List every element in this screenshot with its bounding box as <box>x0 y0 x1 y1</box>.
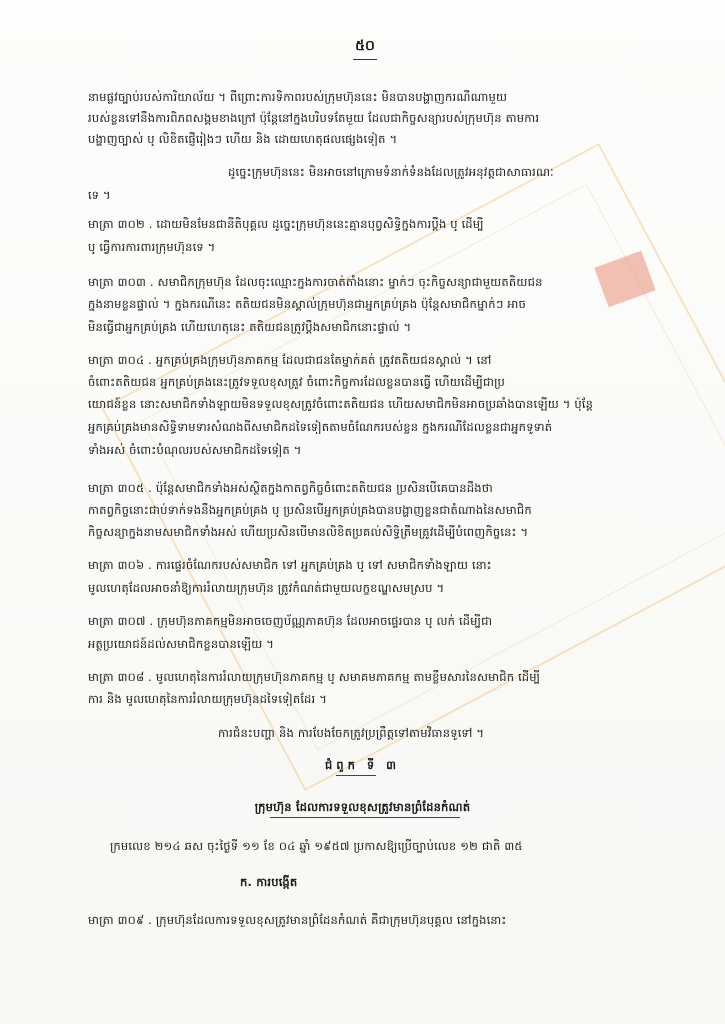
text-line: កាតព្វកិច្ចនោះជាប់ទាក់ទងនឹងអ្នកគ្រប់គ្រង ឬ ប្រសិនបើអ្នកគ្រប់គ្រងបានបង្ហាញខ្លួនជាតំណាងនៃសមាជិក <box>88 503 532 517</box>
chapter-label: ជំពូក ទី ៣ <box>324 758 401 772</box>
text-line: នាមផ្លូវច្បាប់របស់ការិយាល័យ ។ ពីព្រោះការទិកាពរបស់ក្រុមហ៊ុននេះ មិនបានបង្ហាញករណីណាមួយ <box>88 90 508 104</box>
text-line: ទាំងអស់ ចំពោះបំណុលរបស់សមាជិកដទៃទៀត ។ <box>88 443 302 457</box>
part-heading: ក. ការបង្កើត <box>240 875 298 889</box>
page-number: ៥០ <box>340 36 390 60</box>
text-line: ការ និង មូលហេតុនៃការរំលាយក្រុមហ៊ុនដទៃទៀតដែរ ។ <box>88 692 328 706</box>
article-305: មាត្រា ៣០៥ . ប៉ុន្តែសមាជិកទាំងអស់ស្ថិតក្នុងកាតព្វកិច្ចចំពោះតតិយជន ប្រសិនបើគេបានដឹងថា <box>88 481 493 495</box>
article-303: មាត្រា ៣០៣ . សមាជិកក្រុមហ៊ុន ដែលចុះឈ្មោះក្នុងការចាត់តាំងនោះ ម្នាក់ៗ ចុះកិច្ចសន្យាជាមួយតតិយជន <box>88 275 543 289</box>
section-heading: ក្រុមហ៊ុន ដែលការទទួលខុសត្រូវមានព្រំដែនកំណត់ <box>254 800 471 814</box>
text-line: របស់ខ្លួនទៅនឹងការពិភពសង្គមខាងក្រៅ ប៉ុន្តែនៅក្នុងបរិបទតែមួយ ដែលជាកិច្ចសន្យារបស់ក្រុមហ៊ុន តាមការ <box>88 111 540 125</box>
text-line: ការជំនះបញ្ហា និង ការបែងចែកត្រូវប្រព្រឹត្តទៅតាមវិធានទូទៅ ។ <box>218 726 485 740</box>
text-line: កិច្ចសន្យាក្នុងនាមសមាជិកទាំងអស់ ហើយប្រសិនបើមានលិខិតប្រគល់សិទ្ធិត្រឹមត្រូវដើម្បីបំពេញកិច្ចនេះ ។ <box>88 525 529 539</box>
text-line: មិនធ្វើជាអ្នកគ្រប់គ្រង ហើយហេតុនេះ តតិយជនត្រូវប្តឹងសមាជិកនោះផ្ទាល់ ។ <box>88 320 412 334</box>
article-307: មាត្រា ៣០៧ . ក្រុមហ៊ុនភាគកម្មមិនអាចចេញប័ណ្ណភាគហ៊ុន ដែលអាចផ្ទេរបាន ឬ លក់ ដើម្បីជា <box>88 614 493 628</box>
section-underline <box>270 817 460 818</box>
text-line: ក្នុងនាមខ្លួនផ្ទាល់ ។ ក្នុងករណីនេះ តតិយជនមិនស្គាល់ក្រុមហ៊ុនជាអ្នកគ្រប់គ្រង ប៉ុន្តែសមាជិកម្នាក់ៗ អាច <box>88 297 526 311</box>
text-line: ចំពោះតតិយជន អ្នកគ្រប់គ្រងនេះត្រូវទទួលខុសត្រូវ ចំពោះកិច្ចការដែលខ្លួនបានធ្វើ ហើយដើម្បីជាប្រ <box>88 375 506 389</box>
article-304: មាត្រា ៣០៤ . អ្នកគ្រប់គ្រងក្រុមហ៊ុនភាគកម្ម ដែលជាជនតែម្នាក់គត់ ត្រូវតតិយជនស្គាល់ ។ នៅ <box>88 353 492 367</box>
text-line: មូលហេតុដែលអាចនាំឱ្យការរំលាយក្រុមហ៊ុន ត្រូវកំណត់ជាមួយលក្ខខណ្ឌសមស្រប ។ <box>88 581 445 595</box>
text-line: បង្ហាញច្បាស់ ឬ លិខិតផ្ញើរៀងៗ ហើយ និង ដោយហេតុផលផ្សេងទៀត ។ <box>88 132 398 146</box>
text-line: ឬ ធ្វើការការពារក្រុមហ៊ុនទេ ។ <box>88 240 216 254</box>
text-line: អត្ថប្រយោជន៍ដល់សមាជិកខ្លួនបានឡើយ ។ <box>88 637 274 651</box>
text-line: ទេ ។ <box>88 188 111 202</box>
article-302: មាត្រា ៣០២ . ដោយមិនមែនជានីតិបុគ្គល ដូច្នេះក្រុមហ៊ុននេះគ្មានបុព្វសិទ្ធិក្នុងការប្តឹង ឬ ដើម្បី <box>88 217 484 231</box>
article-309: មាត្រា ៣០៩ . ក្រុមហ៊ុនដែលការទទួលខុសត្រូវមានព្រំដែនកំណត់ គឺជាក្រុមហ៊ុនបុគ្គល នៅក្នុងនោះ <box>88 913 507 927</box>
article-308: មាត្រា ៣០៨ . មូលហេតុនៃការរំលាយក្រុមហ៊ុនភាគកម្ម ឬ សមាគមភាគកម្ម តាមខ្លឹមសារនៃសមាជិក ដើម្បី <box>88 670 541 684</box>
decree-line: ក្រមលេខ ២១៤ ឆស ចុះថ្ងៃទី ១១ ខែ ០៤ ឆ្នាំ ១៩៥៧ ប្រកាសឱ្យប្រើច្បាប់លេខ ១២ ជាតិ ៣៥ <box>110 839 523 853</box>
text-line: ដូច្នេះក្រុមហ៊ុននេះ មិនអាចនៅក្រោមទំនាក់ទំនងដែលត្រូវអនុវត្តជាសាធារណៈ <box>228 165 554 179</box>
text-line: អ្នកគ្រប់គ្រងមានសិទ្ធិទាមទារសំណងពីសមាជិកដទៃទៀតតាមចំណែករបស់ខ្លួន ក្នុងករណីដែលខ្លួនជាអ្នកទូទាត់ <box>88 420 553 434</box>
text-line: យោជន៍ខ្លួន នោះសមាជិកទាំងឡាយមិនទទួលខុសត្រូវចំពោះតតិយជន ហើយសមាជិកមិនអាចប្រឆាំងបានឡើយ ។ ប៉ុន្តែ <box>88 397 594 411</box>
article-306: មាត្រា ៣០៦ . ការផ្ទេរចំណែករបស់សមាជិក ទៅ អ្នកគ្រប់គ្រង ឬ ទៅ សមាជិកទាំងឡាយ នោះ <box>88 558 492 572</box>
chapter-underline <box>336 775 376 776</box>
